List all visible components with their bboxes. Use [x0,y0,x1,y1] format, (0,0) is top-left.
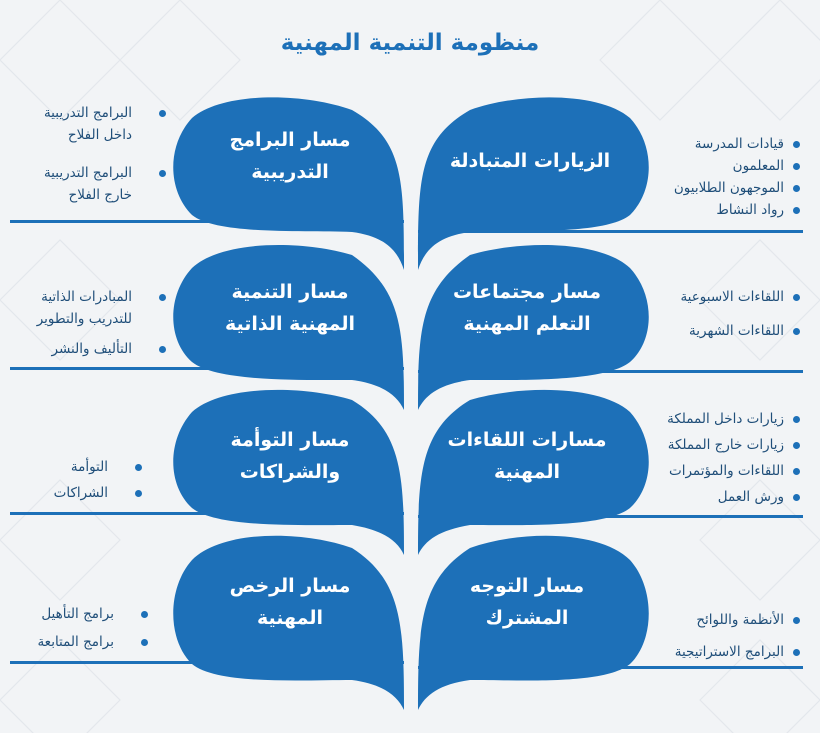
list-item-text: للتدريب والتطوير [36,311,132,327]
bullet-icon [141,611,148,618]
list-item-text: رواد النشاط [716,202,784,218]
divider-right-2 [418,370,803,373]
list-item [37,286,148,330]
list-item-text: زيارات خارج المملكة [667,437,784,453]
bullet-list-right-4 [675,604,800,668]
list-item [54,454,124,480]
path-label-left-2 [195,276,385,340]
list-item-text: زيارات داخل المملكة [667,411,784,427]
list-item [37,628,130,656]
list-item [675,604,800,636]
bullet-icon [793,416,800,423]
path-label-line: مسار التوجه [469,575,585,597]
list-item [44,162,148,206]
path-label-line: المهنية الذاتية [224,313,356,335]
bullet-icon [793,294,800,301]
list-item-text: داخل الفلاح [67,127,132,143]
list-item [674,177,800,199]
path-label-line: مسار البرامج [229,129,351,151]
list-item-text: اللقاءات الاسبوعية [680,289,784,305]
bullet-list-left-4 [37,600,130,656]
bullet-icon [159,346,166,353]
list-item [667,406,800,432]
list-item-text: التأليف والنشر [51,341,132,357]
bullet-list-right-1 [674,133,800,221]
divider-left-2 [10,367,404,370]
bullet-icon [793,207,800,214]
page-title: منظومة التنمية المهنية [280,30,540,56]
bullet-icon [793,328,800,335]
path-label-line: مسار مجتماعات [452,281,602,303]
list-item-text: التوأمة [70,459,108,475]
path-label-line: المشترك [485,607,569,629]
list-item [674,133,800,155]
list-item [680,280,800,314]
path-label-right-3 [432,424,622,488]
path-label-left-1 [195,124,385,188]
divider-left-1 [10,220,404,223]
path-label-line: التدريبية [251,161,329,183]
list-item [37,600,130,628]
bullet-icon [793,468,800,475]
list-item-text: البرامج التدريبية [43,105,132,121]
bullet-icon [793,649,800,656]
list-item-text: البرامج التدريبية [43,165,132,181]
bullet-list-left-3 [54,454,124,506]
divider-left-3 [10,512,404,515]
list-item [674,199,800,221]
path-label-right-4 [432,570,622,634]
path-label-line: مسار الرخص [229,575,351,597]
list-item-text: ورش العمل [717,489,784,505]
bullet-icon [135,490,142,497]
path-label-left-3 [195,424,385,488]
bullet-icon [159,110,166,117]
list-item [54,480,124,506]
bullet-list-right-3 [667,406,800,510]
path-label-line: المهنية [494,461,560,483]
bullet-icon [159,170,166,177]
list-item [44,102,148,146]
list-item-text: المبادرات الذاتية [41,289,132,305]
path-label-line: مسار التوأمة [230,429,350,451]
bullet-list-left-1 [44,102,148,206]
path-label-right-2 [432,276,622,340]
bullet-icon [793,442,800,449]
list-item-text: الشراكات [53,485,108,501]
bullet-icon [793,494,800,501]
list-item [667,484,800,510]
list-item-text: خارج الفلاح [68,187,132,203]
bullet-icon [793,185,800,192]
bullet-icon [793,617,800,624]
bullet-list-left-2 [37,286,148,360]
path-label-line: الزيارات المتبادلة [449,150,611,172]
list-item [37,338,148,360]
path-label-line: المهنية [257,607,323,629]
list-item [680,314,800,348]
list-item [667,432,800,458]
bullet-icon [159,294,166,301]
list-item-text: برامج التأهيل [41,606,114,622]
path-label-line: التعلم المهنية [463,313,591,335]
list-item [674,155,800,177]
path-label-right-1 [440,145,620,177]
list-item-text: الموجهون الطلابيون [673,180,784,196]
bullet-icon [135,464,142,471]
list-item-text: قيادات المدرسة [694,136,784,152]
path-label-line: والشراكات [239,461,341,483]
list-item [675,636,800,668]
bullet-icon [141,639,148,646]
bullet-icon [793,163,800,170]
path-label-line: مسار التنمية [231,281,349,303]
divider-right-3 [418,515,803,518]
list-item-text: اللقاءات والمؤتمرات [668,463,784,479]
list-item-text: برامج المتابعة [37,634,114,650]
bubble-right-1 [418,97,649,270]
bullet-icon [793,141,800,148]
list-item-text: اللقاءات الشهرية [689,323,784,339]
list-item-text: البرامج الاستراتيجية [674,644,784,660]
list-item-text: الأنظمة واللوائح [696,612,784,628]
divider-right-1 [418,230,803,233]
path-label-line: مسارات اللقاءات [447,429,607,451]
divider-left-4 [10,661,404,664]
bullet-list-right-2 [680,280,800,348]
list-item [667,458,800,484]
path-label-left-4 [195,570,385,634]
list-item-text: المعلمون [732,158,784,174]
